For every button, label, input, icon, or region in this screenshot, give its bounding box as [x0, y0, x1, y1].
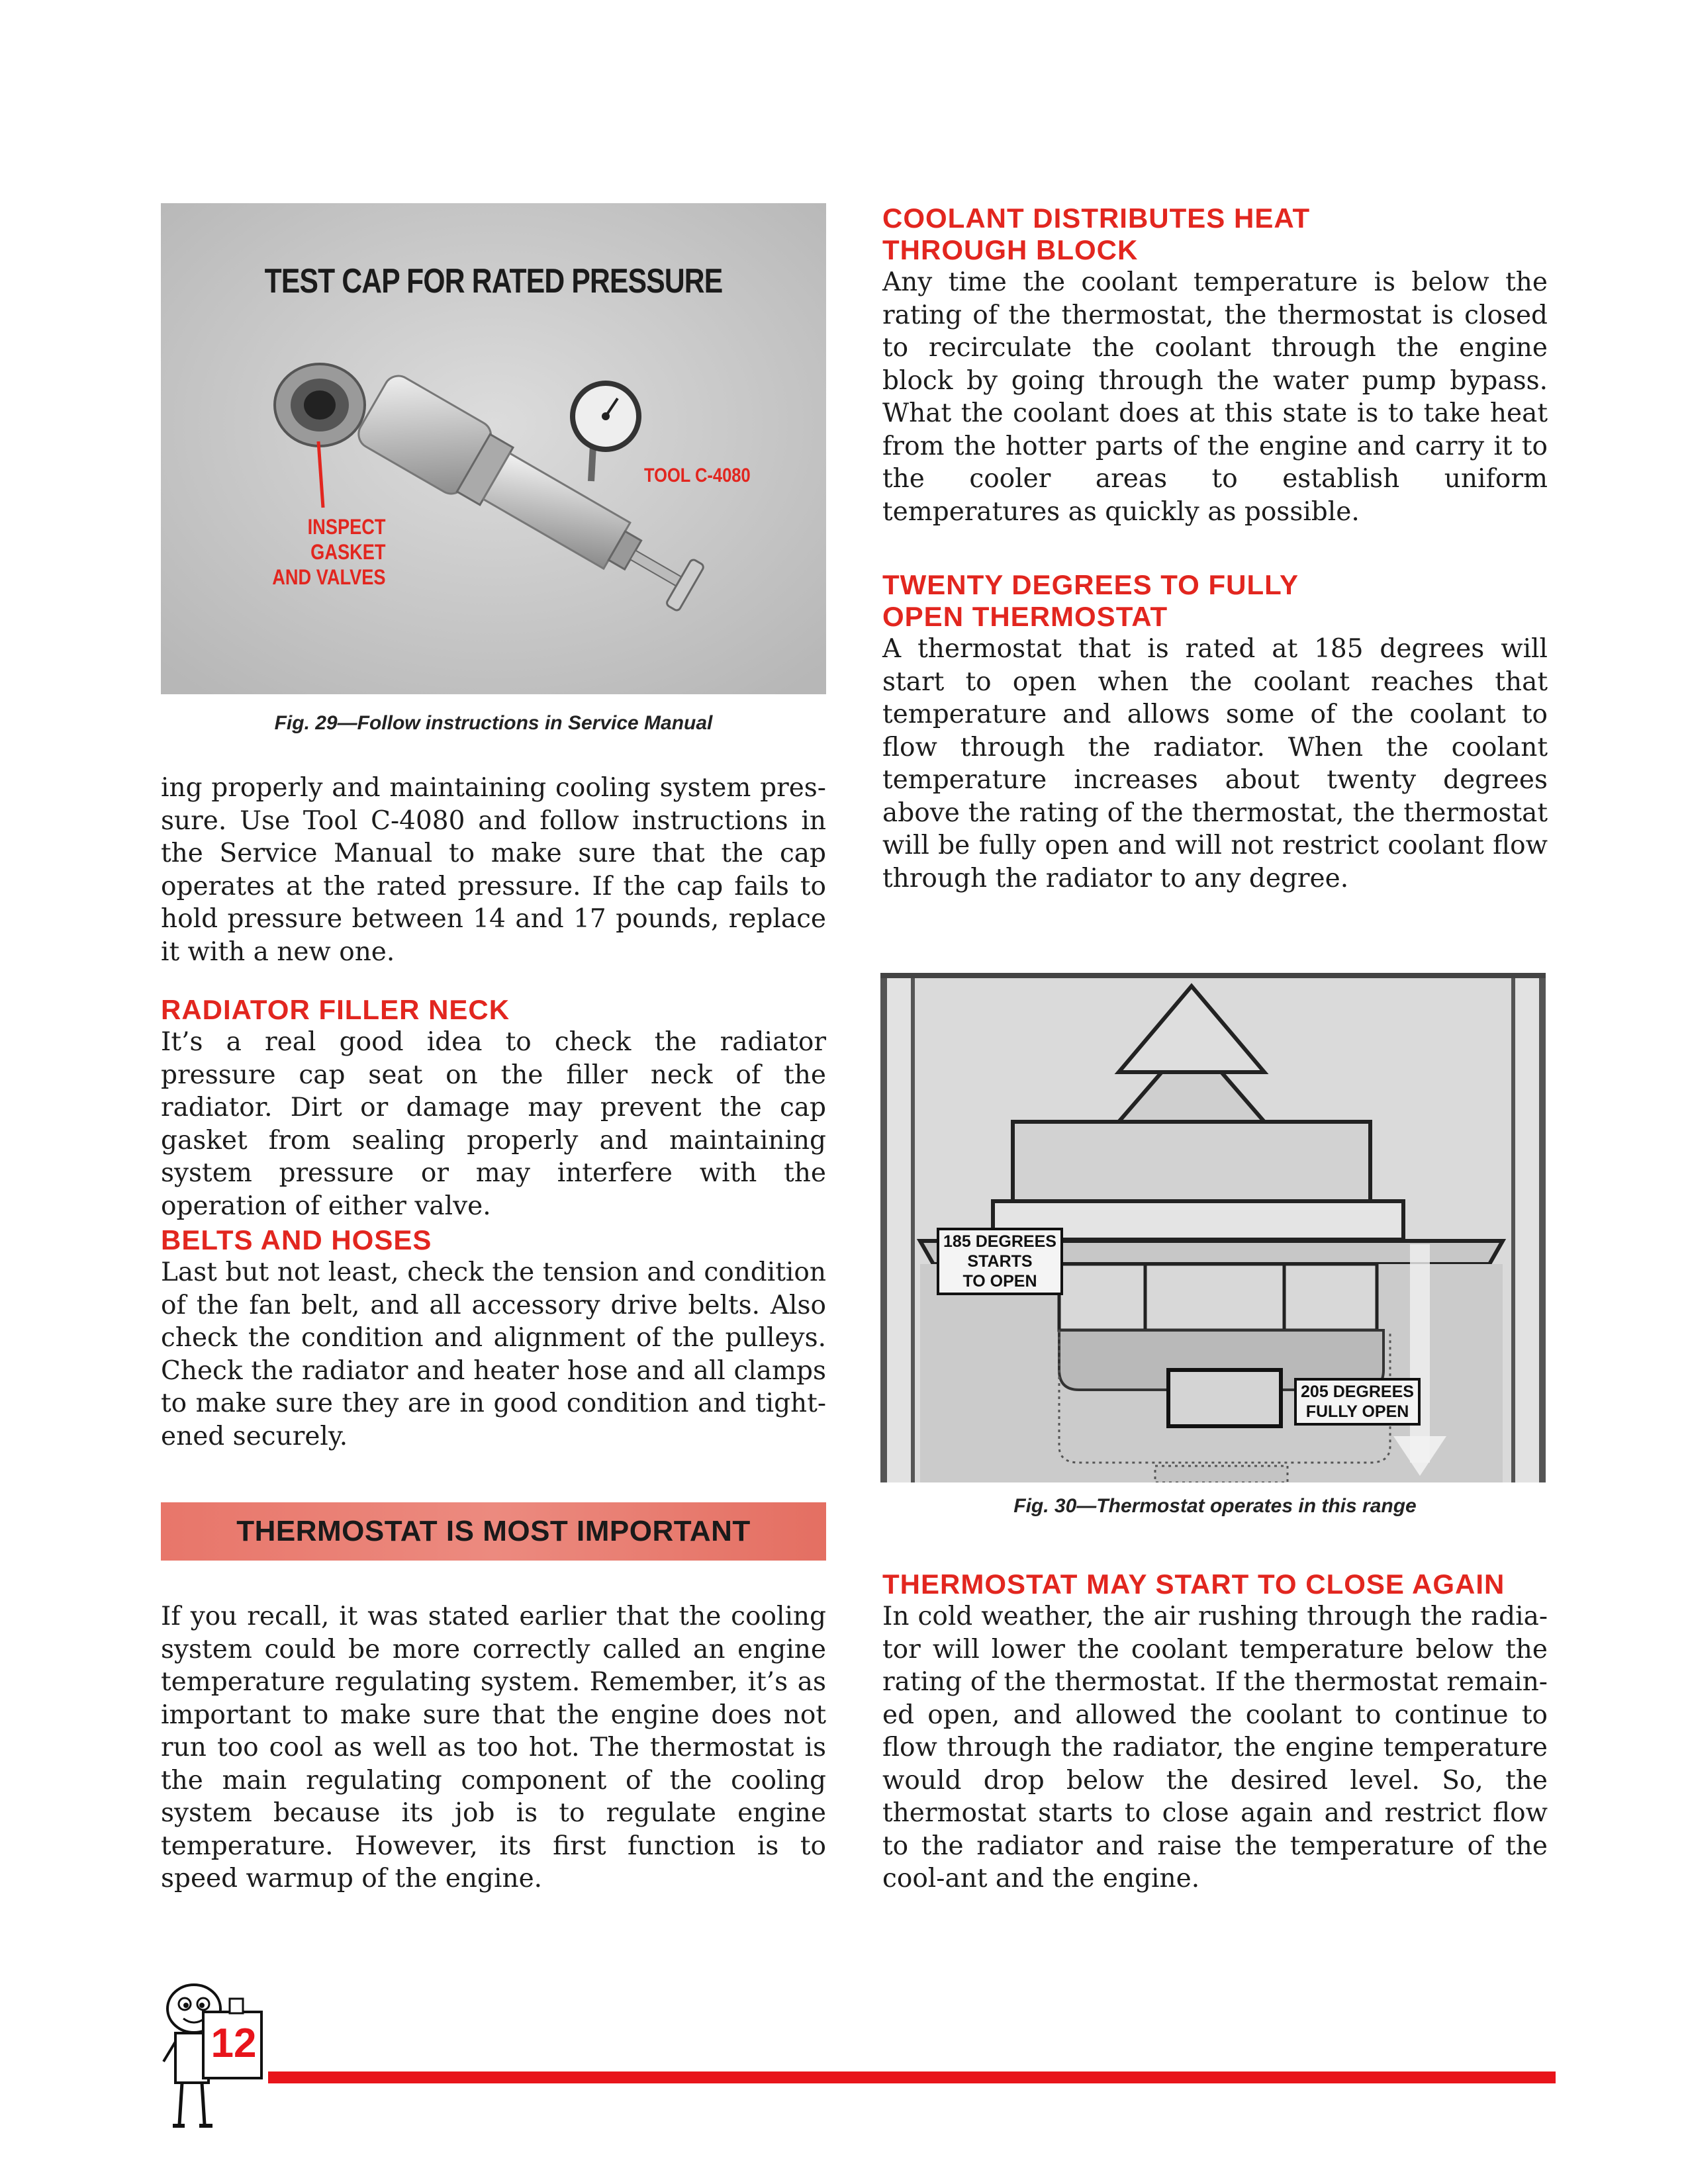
section-belts-hoses [161, 1224, 826, 1453]
figure-29-title: TEST CAP FOR RATED PRESSURE [264, 262, 723, 300]
footer-rule [268, 2071, 1556, 2083]
page-number: 12 [211, 2021, 257, 2066]
section-close-again [882, 1569, 1548, 1895]
label-start-line3: TO OPEN [962, 1272, 1037, 1291]
label-start-line1: 185 DEGREES [943, 1232, 1056, 1251]
twenty-degrees-text: A thermostat that is rated at 185 degrees will start to open when the coolant reaches that temperature and allows some of the coolant to flow through the radiator. When the coolant temperature increases about twenty degrees above the rating of the thermostat, the thermostat will be fully open and will not restrict coolant flow through the radiator to any degree. [882, 634, 1548, 893]
filler-neck-text: It’s a real good idea to check the radiator pressure cap seat on the filler neck of the radiator. Dirt or damage may prevent the cap gasket from sealing properly and maintaining system pressure or may interfere with the operation of either valve. [161, 1027, 826, 1221]
belts-hoses-text: Last but not least, check the tension and condition of the fan belt, and all accessory drive belts. Also check the condition and alignment of the pulleys. Check the radiator and heater hose and all clamps to make sure they are in good condition and tight-ened securely. [161, 1257, 826, 1451]
label-full-line1: 205 DEGREES [1301, 1383, 1414, 1401]
figure-29-label-tool: TOOL C-4080 [644, 465, 751, 486]
figure-29-label-gasket [234, 514, 386, 590]
label-185-starts-to-open [937, 1228, 1063, 1295]
radiator-cap-icon [275, 364, 365, 446]
left-column-top [161, 772, 826, 968]
thermostat-banner [161, 1502, 826, 1561]
filler-neck-heading: RADIATOR FILLER NECK [161, 994, 510, 1025]
close-again-heading: THERMOSTAT MAY START TO CLOSE AGAIN [882, 1569, 1505, 1600]
twenty-degrees-heading-2: OPEN THERMOSTAT [882, 601, 1168, 632]
label-gasket-line1: INSPECT GASKET [307, 515, 386, 564]
coolant-heat-text: Any time the coolant temperature is below the rating of the thermostat, the thermostat is closed to recirculate the coolant through the engine block by going through the water pump bypass. What the coolant does at this state is to take heat from the hotter parts of the engine and carry it to the cooler areas to establish uniform temperatures as quickly as possible. [882, 267, 1548, 527]
label-205-fully-open [1294, 1378, 1421, 1426]
label-gasket-line2: AND VALVES [272, 565, 386, 589]
figure-29-photo [161, 203, 826, 694]
section-thermostat [161, 1600, 826, 1895]
figure-30-diagram [880, 973, 1546, 1482]
intro-paragraph: ing properly and maintaining cooling system pres-sure. Use Tool C-4080 and follow instructions in the Service Manual to make sure that the cap operates at the rated pressure. If the cap fails to hold pressure between 14 and 17 pounds, replace it with a new one. [161, 773, 826, 967]
section-twenty-degrees [882, 569, 1548, 895]
coolant-heat-heading-2: THROUGH BLOCK [882, 234, 1139, 265]
thermostat-banner-text: THERMOSTAT IS MOST IMPORTANT [236, 1515, 751, 1547]
twenty-degrees-heading-1: TWENTY DEGREES TO FULLY [882, 569, 1299, 600]
figure-30-caption: Fig. 30—Thermostat operates in this range [1013, 1495, 1417, 1517]
thermostat-paragraph: If you recall, it was stated earlier that the cooling system could be more correctly called an engine temperature regulating system. Remember, it’s as important to make sure that the engine does not run too cool as well as too hot. The thermostat is the main regulating component of the cooling system because its job is to regulate engine temperature. However, its first function is to speed warmup of the engine. [161, 1602, 826, 1893]
close-again-text: In cold weather, the air rushing through the radia-tor will lower the coolant temperature below the rating of the thermostat. If the thermostat remain-ed open, and allowed the coolant to continue to flow through the radiator, the engine temperature would drop below the desired level. So, the thermostat starts to close again and restrict flow to the radiator and raise the temperature of the cool-ant and the engine. [882, 1602, 1548, 1893]
coolant-heat-heading-1: COOLANT DISTRIBUTES HEAT [882, 203, 1311, 234]
footer [156, 1979, 1556, 2138]
figure-29-caption: Fig. 29—Follow instructions in Service Manual [274, 712, 713, 734]
label-start-line2: STARTS [967, 1252, 1033, 1271]
label-full-line2: FULLY OPEN [1305, 1402, 1409, 1421]
section-filler-neck [161, 994, 826, 1222]
belts-hoses-heading: BELTS AND HOSES [161, 1224, 432, 1255]
section-coolant-heat [882, 203, 1548, 528]
